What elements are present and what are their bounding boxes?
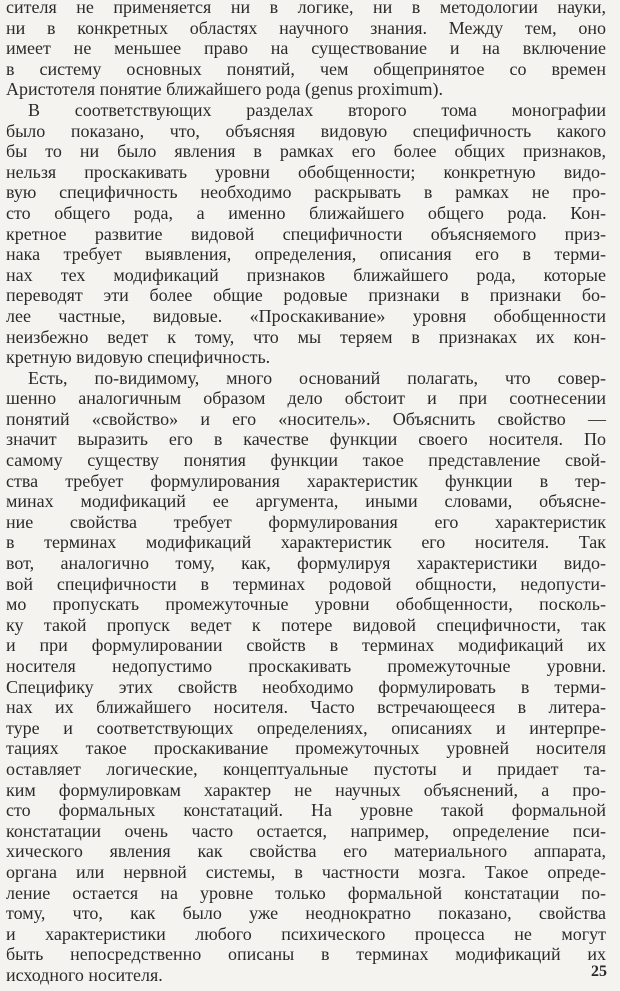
text-line: хического явления как свойства его материального аппарата, <box>6 841 606 862</box>
text-line: сителя не применяется ни в логике, ни в методологии науки, <box>6 0 606 17</box>
text-line: в систему основных понятий, чем общепринятое со времен <box>6 58 606 79</box>
text-line: Аристотеля понятие ближайшего рода (genus proximum). <box>6 79 443 100</box>
text-line: значит выразить его в качестве функции своего носителя. По <box>6 429 606 450</box>
text-line: Специфику этих свойств необходимо формулировать в терми- <box>6 676 606 697</box>
text-line: в терминах модификаций характеристик его носителя. Так <box>6 532 606 553</box>
text-line: ни в конкретных областях научного знания. Между тем, оно <box>6 17 606 38</box>
text-line: исходного носителя. <box>6 964 163 985</box>
text-line: минах модификаций ее аргумента, иными словами, объясне- <box>6 491 606 512</box>
text-line: и при формулировании свойств в терминах модификаций их <box>6 635 606 656</box>
text-line: имеет не меньшее право на существование и на включение <box>6 38 606 59</box>
text-line: ление остается на уровне только формальной констатации по- <box>6 882 606 903</box>
text-line: неизбежно ведет к тому, что мы теряем в признаках их кон- <box>6 326 606 347</box>
text-line: вой специфичности в терминах родовой общности, недопусти- <box>6 573 606 594</box>
text-line: ние свойства требует формулирования его характеристик <box>6 511 606 532</box>
text-line: туре и соответствующих определениях, описаниях и интерпре- <box>6 717 606 738</box>
text-line: мо пропускать промежуточные уровни обобщенности, посколь- <box>6 594 606 615</box>
text-line: констатации очень часто остается, например, определение пси- <box>6 820 606 841</box>
text-line: носителя недопустимо проскакивать промежуточные уровни. <box>6 656 606 676</box>
text-line: нах тех модификаций признаков ближайшего рода, которые <box>6 264 606 285</box>
text-line: ким формулировкам характер не научных объяснений, а про- <box>6 779 606 800</box>
text-line: кретную видовую специфичность. <box>6 347 271 368</box>
text-line: вот, аналогично тому, как, формулируя характеристики видо- <box>6 553 606 574</box>
text-line: вую специфичность необходимо раскрывать в рамках не про- <box>6 182 606 203</box>
text-line: бы то ни было явления в рамках его более общих признаков, <box>6 141 606 162</box>
text-line: переводят эти более общие родовые признаки в признаки бо- <box>6 285 606 306</box>
text-line: шенно аналогичным образом дело обстоит и при соотнесении <box>6 388 606 409</box>
text-line: тациях такое проскакивание промежуточных уровней носителя <box>6 738 606 759</box>
text-line: Есть, по-видимому, много оснований полагать, что совер- <box>28 367 606 388</box>
text-line: было показано, что, объясняя видовую специфичность какого <box>6 120 606 141</box>
text-line: оставляет логические, концептуальные пустоты и придает та- <box>6 758 606 779</box>
text-line: нака требует выявления, определения, описания его в терми- <box>6 244 606 265</box>
text-line: органа или нервной системы, в частности мозга. Такое опреде- <box>6 861 606 882</box>
text-line: сто общего рода, а именно ближайшего общего рода. Кон- <box>6 202 606 223</box>
text-line: быть непосредственно описаны в терминах модификаций их <box>6 944 606 965</box>
text-line: нельзя проскакивать уровни обобщенности; конкретную видо- <box>6 161 606 182</box>
page-number: 25 <box>591 963 607 980</box>
text-line: и характеристики любого психического процесса не могут <box>6 923 606 944</box>
text-line: ства требует формулирования характеристик функции в тер- <box>6 470 606 491</box>
text-line: сто формальных констатаций. На уровне такой формальной <box>6 800 606 821</box>
text-line: самому существу понятия функции такое представление свой- <box>6 450 606 471</box>
text-line: тому, что, как было уже неоднократно показано, свойства <box>6 903 606 924</box>
body-text <box>6 0 606 986</box>
text-line: лее частные, видовые. «Проскакивание» уровня обобщенности <box>6 305 606 326</box>
text-line: нах их ближайшего носителя. Часто встречающееся в литера- <box>6 697 606 718</box>
text-line: кретное развитие видовой специфичности объясняемого приз- <box>6 223 606 244</box>
text-line: ку такой пропуск ведет к потере видовой специфичности, так <box>6 614 606 635</box>
text-line: В соответствующих разделах второго тома монографии <box>28 99 606 120</box>
text-line: понятий «свойство» и его «носитель». Объяснить свойство — <box>6 408 606 429</box>
